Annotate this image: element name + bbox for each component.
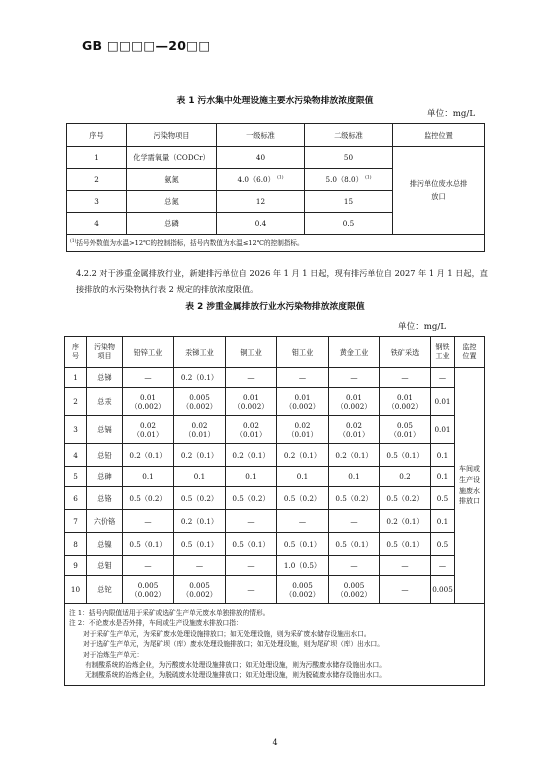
- limit-value: —: [380, 576, 431, 604]
- note-line: 对于选矿生产单元，为尾矿坝（库）废水处理设施排放口；如无处理设施，则为尾矿坝（库）出水口。: [83, 640, 384, 649]
- page-number: 4: [272, 738, 278, 747]
- limit-value: —: [226, 510, 277, 533]
- table2-caption: 表 2 涉重金属排放行业水污染物排放浓度限值: [185, 302, 365, 312]
- note-line: 对于冶炼生产单元：: [83, 650, 144, 659]
- limit-value: 0.5（0.2）: [277, 487, 329, 510]
- level1-value: 4.0（6.0）: [237, 175, 275, 184]
- table-row: [65, 444, 485, 467]
- row-number: 4: [65, 444, 87, 467]
- limit-value: 0.005 （0.002）: [174, 576, 226, 604]
- table1-unit: 单位：mg/L: [427, 109, 476, 119]
- limit-value: 0.2（0.1）: [226, 444, 277, 467]
- limit-value: 0.5（0.1）: [329, 533, 380, 556]
- table2-header-row: [65, 337, 485, 368]
- limit-value: 0.2（0.1）: [380, 510, 431, 533]
- table-row: [65, 416, 485, 444]
- pollutant-item: 总氮: [127, 191, 217, 213]
- row-number: 2: [65, 388, 87, 416]
- limit-value: 0.1: [431, 510, 455, 533]
- limit-value: —: [329, 368, 380, 388]
- limit-value: —: [174, 556, 226, 576]
- level1-value: 40: [217, 147, 305, 169]
- limit-value: —: [277, 510, 329, 533]
- note-text: 括号外数值为水温>12℃的控制指标，括号内数值为水温≤12℃的控制指标。: [76, 238, 304, 247]
- limit-value: 0.5（0.1）: [226, 533, 277, 556]
- pollutant-item: 总磷: [127, 213, 217, 235]
- pollutant-item: 总镉: [87, 416, 123, 444]
- table1-note: [67, 235, 485, 252]
- table-row: [65, 533, 485, 556]
- limit-value: 0.5（0.1）: [380, 533, 431, 556]
- row-number: 2: [67, 169, 127, 191]
- table-row: [65, 368, 485, 388]
- table2-col-header: 铅锌工业: [123, 337, 174, 368]
- limit-value: 0.2（0.1）: [174, 444, 226, 467]
- footnote-mark: (1): [277, 175, 284, 181]
- row-number: 7: [65, 510, 87, 533]
- table2-col-header: 钼工业: [277, 337, 329, 368]
- table-row: [65, 510, 485, 533]
- limit-value: 0.005 （0.002）: [174, 388, 226, 416]
- limit-value: —: [380, 368, 431, 388]
- limit-value: 0.5（0.1）: [380, 444, 431, 467]
- limit-value: 0.5（0.1）: [123, 533, 174, 556]
- row-number: 4: [67, 213, 127, 235]
- limit-value: 1.0（0.5）: [277, 556, 329, 576]
- limit-value: 0.005 （0.002）: [277, 576, 329, 604]
- pollutant-item: 总锑: [87, 368, 123, 388]
- limit-value: —: [329, 510, 380, 533]
- limit-value: 0.2: [380, 467, 431, 487]
- pollutant-item: 总砷: [87, 467, 123, 487]
- level2-value: 0.5: [305, 213, 393, 235]
- limit-value: 0.5: [431, 533, 455, 556]
- level2-value: 5.0（8.0）: [325, 175, 363, 184]
- limit-value: 0.01 （0.002）: [277, 388, 329, 416]
- table2: [64, 336, 485, 686]
- pollutant-item: 化学需氧量（CODCr）: [127, 147, 217, 169]
- level1-value-cell: [217, 169, 305, 191]
- level2-value: 15: [305, 191, 393, 213]
- section-4-2-2-paragraph: 4.2.2 对于涉重金属排放行业，新建排污单位自 2026 年 1 月 1 日起，现有排污单位自 2027 年 1 月 1 日起，直接排放的水污染物执行表 2 规定的排放浓度限值。: [76, 268, 488, 294]
- limit-value: —: [329, 556, 380, 576]
- limit-value: 0.005: [431, 576, 455, 604]
- pollutant-item: 总镍: [87, 533, 123, 556]
- table1-monitor-location: 排污单位废水总排放口: [393, 147, 485, 235]
- table2-col-header: 污染物项目: [87, 337, 123, 368]
- limit-value: 0.02 （0.01）: [226, 416, 277, 444]
- table1-header-row: [67, 124, 485, 147]
- limit-value: —: [123, 556, 174, 576]
- limit-value: 0.5（0.2）: [123, 487, 174, 510]
- limit-value: 0.01 （0.002）: [123, 388, 174, 416]
- table1: [66, 123, 485, 252]
- limit-value: 0.1: [329, 467, 380, 487]
- limit-value: 0.02 （0.01）: [277, 416, 329, 444]
- limit-value: 0.2（0.1）: [277, 444, 329, 467]
- table2-col-header: 钢铁工业: [431, 337, 455, 368]
- standard-code-header: GB □□□□—20□□: [82, 38, 211, 53]
- limit-value: 0.02 （0.01）: [329, 416, 380, 444]
- table2-col-header: 汞锑工业: [174, 337, 226, 368]
- footnote-mark: (1): [70, 238, 77, 244]
- limit-value: 0.5（0.2）: [226, 487, 277, 510]
- table-row: [65, 467, 485, 487]
- limit-value: —: [431, 368, 455, 388]
- limit-value: 0.2（0.1）: [123, 444, 174, 467]
- note-line: 注 1：括号内限值适用于采矿或选矿生产单元废水单独排放的情形。: [69, 609, 270, 617]
- limit-value: 0.2（0.1）: [329, 444, 380, 467]
- pollutant-item: 总铬: [87, 487, 123, 510]
- table2-col-header: 铁矿采选: [380, 337, 431, 368]
- limit-value: 0.1: [431, 467, 455, 487]
- limit-value: 0.005 （0.002）: [123, 576, 174, 604]
- limit-value: —: [277, 368, 329, 388]
- pollutant-item: 总铊: [87, 576, 123, 604]
- pollutant-item: 氨氮: [127, 169, 217, 191]
- note-line: 对于采矿生产单元，为采矿废水处理设施排放口；如无处理设施，则为采矿废水储存设施出水口。: [83, 629, 371, 638]
- table2-col-header: 铜工业: [226, 337, 277, 368]
- row-number: 3: [67, 191, 127, 213]
- level1-value: 12: [217, 191, 305, 213]
- table-row: [65, 556, 485, 576]
- table1-col-header: 序号: [67, 124, 127, 147]
- limit-value: —: [380, 556, 431, 576]
- table-row: [67, 147, 485, 169]
- table2-unit: 单位：mg/L: [398, 322, 447, 332]
- limit-value: 0.5（0.2）: [329, 487, 380, 510]
- limit-value: —: [431, 556, 455, 576]
- limit-value: 0.01 （0.002）: [380, 388, 431, 416]
- row-number: 5: [65, 467, 87, 487]
- table2-notes-row: [65, 604, 485, 686]
- limit-value: 0.2（0.1）: [174, 510, 226, 533]
- limit-value: 0.1: [226, 467, 277, 487]
- table1-caption: 表 1 污水集中处理设施主要水污染物排放浓度限值: [176, 96, 374, 106]
- limit-value: —: [123, 510, 174, 533]
- table2-body: [65, 368, 485, 604]
- level1-value: 0.4: [217, 213, 305, 235]
- footnote-mark: (1): [365, 175, 372, 181]
- limit-value: 0.1: [174, 467, 226, 487]
- row-number: 10: [65, 576, 87, 604]
- table1-col-header: 一级标准: [217, 124, 305, 147]
- row-number: 3: [65, 416, 87, 444]
- limit-value: 0.01 （0.002）: [329, 388, 380, 416]
- limit-value: 0.1: [123, 467, 174, 487]
- table2-col-header: 序号: [65, 337, 87, 368]
- limit-value: 0.2（0.1）: [174, 368, 226, 388]
- limit-value: 0.1: [277, 467, 329, 487]
- table-row: [65, 388, 485, 416]
- table-row: [65, 576, 485, 604]
- limit-value: 0.01: [431, 416, 455, 444]
- row-number: 1: [65, 368, 87, 388]
- limit-value: —: [226, 556, 277, 576]
- limit-value: 0.5（0.1）: [174, 533, 226, 556]
- limit-value: 0.5（0.1）: [277, 533, 329, 556]
- level2-value-cell: [305, 169, 393, 191]
- note-line: 无制酸系统的冶炼企业，为脱硫废水处理设施排放口；如无处理设施，则为脱硫废水储存设施出水口。: [85, 671, 386, 680]
- row-number: 8: [65, 533, 87, 556]
- pollutant-item: 总钼: [87, 556, 123, 576]
- limit-value: 0.05 （0.01）: [380, 416, 431, 444]
- table2-monitor-location: 车间或生产设施废水排放口: [455, 368, 485, 604]
- table1-col-header: 污染物项目: [127, 124, 217, 147]
- pollutant-item: 总汞: [87, 388, 123, 416]
- limit-value: 0.5: [431, 487, 455, 510]
- row-number: 6: [65, 487, 87, 510]
- limit-value: 0.02 （0.01）: [174, 416, 226, 444]
- limit-value: 0.5（0.2）: [174, 487, 226, 510]
- table1-note-row: [67, 235, 485, 252]
- limit-value: —: [226, 368, 277, 388]
- level2-value: 50: [305, 147, 393, 169]
- limit-value: 0.1: [431, 444, 455, 467]
- limit-value: —: [226, 576, 277, 604]
- row-number: 9: [65, 556, 87, 576]
- pollutant-item: 六价铬: [87, 510, 123, 533]
- table1-col-header: 二级标准: [305, 124, 393, 147]
- note-line: 有制酸系统的冶炼企业，为污酸废水处理设施排放口；如无处理设施，则为污酸废水储存设施出水口。: [85, 660, 386, 669]
- limit-value: 0.01: [431, 388, 455, 416]
- limit-value: 0.02 （0.01）: [123, 416, 174, 444]
- table2-notes: [65, 604, 485, 686]
- limit-value: 0.005 （0.002）: [329, 576, 380, 604]
- pollutant-item: 总铅: [87, 444, 123, 467]
- limit-value: 0.5（0.2）: [380, 487, 431, 510]
- note-line: 注 2：不论废水是否外排，车间或生产设施废水排放口指：: [69, 619, 243, 628]
- table1-col-header: 监控位置: [393, 124, 485, 147]
- limit-value: 0.01 （0.002）: [226, 388, 277, 416]
- row-number: 1: [67, 147, 127, 169]
- table2-col-header: 黄金工业: [329, 337, 380, 368]
- limit-value: —: [123, 368, 174, 388]
- table2-col-header: 监控位置: [455, 337, 485, 368]
- table-row: [65, 487, 485, 510]
